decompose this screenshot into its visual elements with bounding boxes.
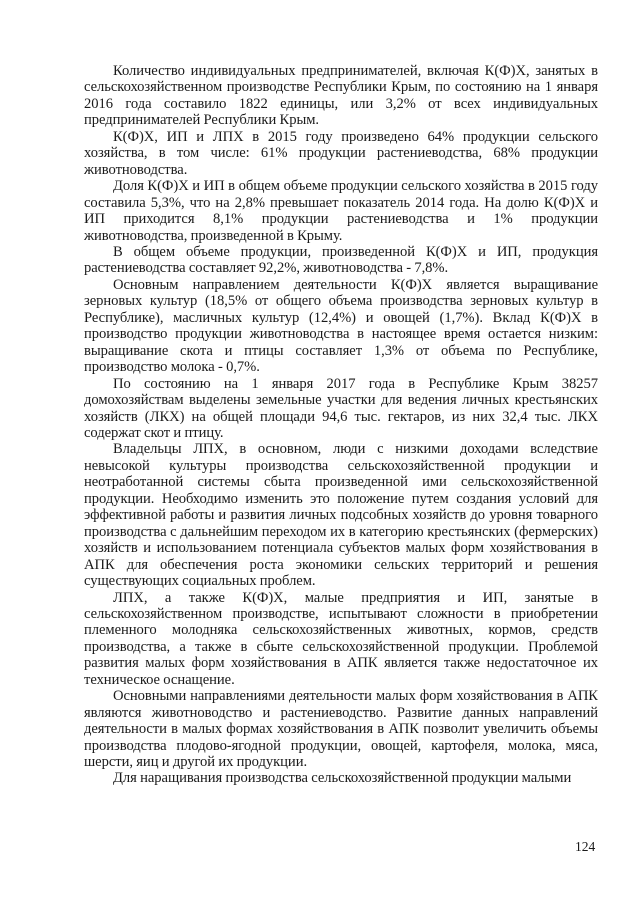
paragraph-4: В общем объеме продукции, произведенной К(Ф)Х и ИП, продукция растениеводства составляет 92,2%, животноводства - 7,8%.	[84, 243, 598, 277]
paragraph-1: Количество индивидуальных предпринимателей, включая К(Ф)Х, занятых в сельскохозяйственном производстве Республики Крым, по состоянию на 1 января 2016 года составило 1822 единицы, или 3,2% от всех индивидуальных предпринимателей Республики Крым.	[84, 63, 598, 129]
paragraph-2: К(Ф)Х, ИП и ЛПХ в 2015 году произведено 64% продукции сельского хозяйства, в том числе: 61% продукции растениеводства, 68% продукции животноводства.	[84, 128, 598, 178]
page-number: 124	[575, 839, 596, 854]
paragraph-7: Владельцы ЛПХ, в основном, люди с низкими доходами вследствие невысокой культуры производства сельскохозяйственной продукции и неотработанной системы сбыта произведенной ими сельскохозяйственной продукции. Необходимо изменить это положение путем создания условий для эффективной работы и развития личных подсобных хозяйств до уровня товарного производства с дальнейшим переходом их в категорию крестьянских (фермерских) хозяйств и использованием потенциала субъектов малых форм хозяйствования в АПК для обеспечения роста экономики сельских территорий и решения существующих социальных проблем.	[84, 441, 598, 590]
paragraph-5: Основным направлением деятельности К(Ф)Х является выращивание зерновых культур (18,5% от общего объема производства зерновых культур в Республике), масличных культур (12,4%) и овощей (1,7%). Вклад К(Ф)Х в производство продукции животноводства в настоящее время остается низким: выращивание скота и птицы составляет 1,3% от объема по Республике, производство молока - 0,7%.	[84, 276, 598, 376]
paragraph-8: ЛПХ, а также К(Ф)Х, малые предприятия и ИП, занятые в сельскохозяйственном производстве, испытывают сложности в приобретении племенного молодняка сельскохозяйственных животных, кормов, средств производства, а также в сбыте сельскохозяйственной продукции. Проблемой развития малых форм хозяйствования в АПК является также недостаточное их техническое оснащение.	[84, 589, 598, 688]
paragraph-9: Основными направлениями деятельности малых форм хозяйствования в АПК являются животноводство и растениеводство. Развитие данных направлений деятельности в малых формах хозяйствования в АПК позволит увеличить объемы производства плодово-ягодной продукции, овощей, картофеля, молока, мяса, шерсти, яиц и другой их продукции.	[84, 688, 598, 771]
paragraph-10: Для наращивания производства сельскохозяйственной продукции малыми	[113, 770, 572, 787]
paragraph-3: Доля К(Ф)Х и ИП в общем объеме продукции сельского хозяйства в 2015 году составила 5,3%, что на 2,8% превышает показатель 2014 года. На долю К(Ф)Х и ИП приходится 8,1% продукции растениеводства и 1% продукции животноводства, произведенной в Крыму.	[84, 178, 598, 244]
document-body	[84, 63, 598, 787]
paragraph-6: По состоянию на 1 января 2017 года в Республике Крым 38257 домохозяйствам выделены земельные участки для ведения личных крестьянских хозяйств (ЛКХ) на общей площади 94,6 тыс. гектаров, из них 32,4 тыс. ЛКХ содержат скот и птицу.	[84, 375, 598, 441]
